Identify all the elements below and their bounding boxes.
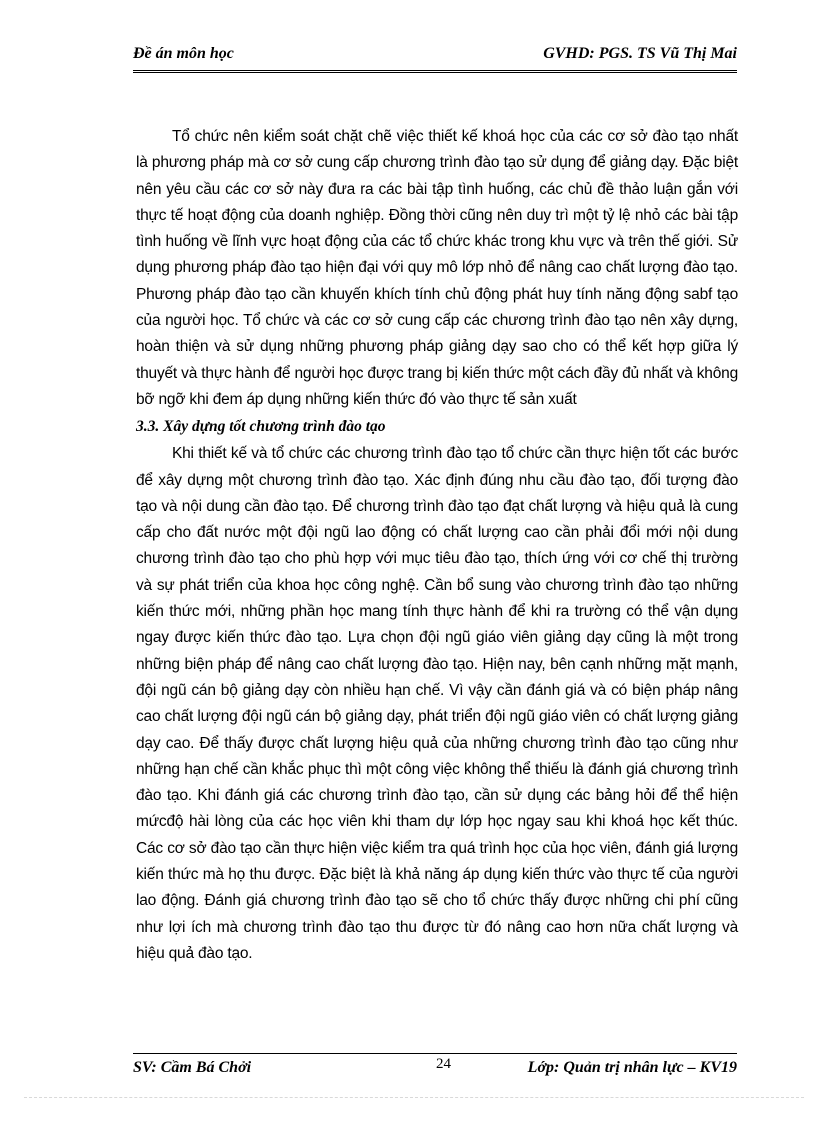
section-heading: 3.3. Xây dựng tốt chương trình đào tạo bbox=[136, 418, 386, 436]
document-body bbox=[136, 124, 738, 967]
supervisor-name: GVHD: PGS. TS Vũ Thị Mai bbox=[543, 45, 737, 62]
paragraph-training-methods: Tổ chức nên kiểm soát chặt chẽ việc thiết kế khoá học của các cơ sở đào tạo nhất là phương pháp mà cơ sở cung cấp chương trình đào tạo sử dụng để giảng dạy. Đặc biệt nên yêu cầu các cơ sở này đưa ra các bài tập tình huống, các chủ đề thảo luận gắn với thực tế hoạt động của doanh nghiệp. Đồng thời cũng nên duy trì một tỷ lệ nhỏ các bài tập tình huống về lĩnh vực hoạt động của các tổ chức khác trong khu vực và trên thế giới. Sử dụng phương pháp đào tạo hiện đại với quy mô lớp nhỏ để nâng cao chất lượng đào tạo. Phương pháp đào tạo cần khuyến khích tính chủ động phát huy tính năng động sabf tạo của người học. Tổ chức và các cơ sở cung cấp các chương trình đào tạo nên xây dựng, hoàn thiện và sử dụng những phương pháp giảng dạy sao cho có thể kết hợp giữa lý thuyết và thực hành để người học được trang bị kiến thức một cách đầy đủ nhất và không bỡ ngỡ khi đem áp dụng những kiến thức đó vào thực tế sản xuất bbox=[136, 128, 738, 408]
course-title: Đề án môn học bbox=[133, 45, 234, 62]
footer-divider bbox=[133, 1053, 737, 1054]
paragraph-training-program: Khi thiết kế và tổ chức các chương trình đào tạo tổ chức cần thực hiện tốt các bước để xây dựng một chương trình đào tạo. Xác định đúng nhu cầu đào tạo, đối tượng đào tạo và nội dung cần đào tạo. Để chương trình đào tạo đạt chất lượng và hiệu quả là cung cấp cho đất nước một đội ngũ lao động có chất lượng cao cần phải đổi mới nội dung chương trình đào tạo cho phù hợp với mục tiêu đào tạo, thích ứng với cơ chế thị trường và sự phát triển của khoa học công nghệ. Cần bổ sung vào chương trình đào tạo những kiến thức mới, những phần học mang tính thực hành để khi ra trường có thể vận dụng ngay được kiến thức đào tạo. Lựa chọn đội ngũ giáo viên giảng dạy cũng là một trong những biện pháp để nâng cao chất lượng đào tạo. Hiện nay, bên cạnh những mặt mạnh, đội ngũ cán bộ giảng dạy còn nhiều hạn chế. Vì vậy cần đánh giá và có biện pháp nâng cao chất lượng đội ngũ cán bộ giảng dạy, phát triển đội ngũ giáo viên có chất lượng giảng dạy cao. Để thấy được chất lượng hiệu quả của những chương trình đào tạo cũng như những hạn chế cần khắc phục thì một công việc không thể thiếu là đánh giá chương trình đào tạo. Khi đánh giá các chương trình đào tạo, cần sử dụng các bảng hỏi để thể hiện mứcđộ hài lòng của các học viên khi tham dự lớp học ngay sau khi khoá học kết thúc. Các cơ sở đào tạo cần thực hiện việc kiểm tra quá trình học của học viên, đánh giá lượng kiến thức mà họ thu được. Đặc biệt là khả năng áp dụng kiến thức vào thực tế của người lao động. Đánh giá chương trình đào tạo sẽ cho tổ chức thấy được những chi phí cũng như lợi ích mà chương trình đào tạo thu được từ đó nâng cao hơn nữa chất lượng và hiệu quả đào tạo. bbox=[136, 445, 738, 962]
class-name: Lớp: Quản trị nhân lực – KV19 bbox=[527, 1059, 737, 1076]
page-number: 24 bbox=[436, 1056, 451, 1072]
page-header bbox=[133, 45, 737, 67]
page-edge-line bbox=[24, 1097, 804, 1098]
student-name: SV: Cầm Bá Chởi bbox=[133, 1059, 252, 1076]
page-footer bbox=[133, 1056, 737, 1081]
header-divider bbox=[133, 70, 737, 73]
